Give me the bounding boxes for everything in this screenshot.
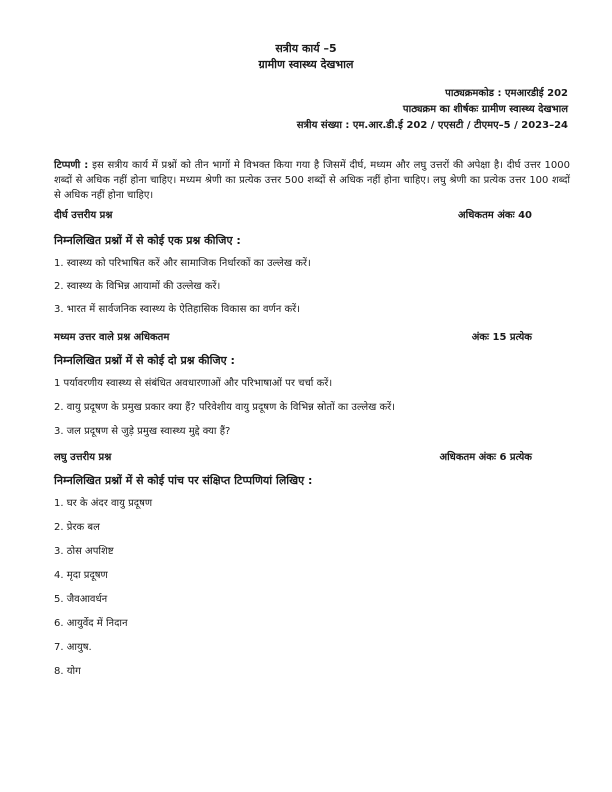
short-question-8: 8. योग xyxy=(54,666,81,677)
assignment-subtitle: ग्रामीण स्वास्थ्य देखभाल xyxy=(258,58,354,71)
short-question-2: 2. प्रेरक बल xyxy=(54,522,100,533)
medium-question-3: 3. जल प्रदूषण से जुड़े प्रमुख स्वास्थ्य मुद्दे क्या हैं? xyxy=(54,426,231,437)
short-question-4: 4. मृदा प्रदूषण xyxy=(54,570,108,581)
short-question-7: 7. आयुष. xyxy=(54,642,92,653)
course-code: पाठ्यक्रमकोड : एमआरडीई 202 xyxy=(445,88,568,99)
assignment-number: सत्रीय संख्या : एम.आर.डी.ई 202 / एएसटी / टीएमए–5 / 2023–24 xyxy=(296,120,568,131)
assignment-title: सत्रीय कार्य –5 xyxy=(275,42,337,55)
short-question-6: 6. आयुर्वेद में निदान xyxy=(54,618,128,629)
long-section-instruction: निम्नलिखित प्रश्नों में से कोई एक प्रश्न कीजिए : xyxy=(54,234,241,247)
long-section-heading: दीर्घ उत्तरीय प्रश्न xyxy=(54,210,113,221)
long-question-1: 1. स्वास्थ्य को परिभाषित करें और सामाजिक निर्धारकों का उल्लेख करें। xyxy=(54,258,311,269)
medium-section-instruction: निम्नलिखित प्रश्नों में से कोई दो प्रश्न कीजिए : xyxy=(54,354,235,367)
medium-question-2: 2. वायु प्रदूषण के प्रमुख प्रकार क्या हैं? परिवेशीय वायु प्रदूषण के विभिन्न स्रोतों का उल्लेख करें। xyxy=(54,402,396,413)
note-text: इस सत्रीय कार्य में प्रश्नों को तीन भागों मे विभक्त किया गया है जिसमें दीर्घ, मध्यम और लघु उत्तरों की अपेक्षा है। दीर्घ उत्तर 1000 शब्दों से अधिक नहीं होना चाहिए। मध्यम श्रेणी का प्रत्येक उत्तर 500 शब्दों से अधिक नहीं होना चाहिए। लघु श्रेणी का प्रत्येक उत्तर 100 शब्दों से अधिक नहीं होना चाहिए। xyxy=(54,160,570,201)
medium-section-heading: मध्यम उत्तर वाले प्रश्न अधिकतम xyxy=(54,332,170,343)
short-question-5: 5. जैवआवर्धन xyxy=(54,594,108,605)
short-section-marks: अधिकतम अंकः 6 प्रत्येक xyxy=(439,452,532,463)
long-section-marks: अधिकतम अंकः 40 xyxy=(458,210,532,221)
long-question-3: 3. भारत में सार्वजनिक स्वास्थ्य के ऐतिहासिक विकास का वर्णन करें। xyxy=(54,304,301,315)
short-question-1: 1. घर के अंदर वायु प्रदूषण xyxy=(54,498,153,509)
short-section-instruction: निम्नलिखित प्रश्नों में से कोई पांच पर संक्षिप्त टिप्पणियां लिखिए : xyxy=(54,474,313,487)
long-question-2: 2. स्वास्थ्य के विभिन्न आयामों की उल्लेख करें। xyxy=(54,281,221,292)
note-label: टिप्पणी : xyxy=(54,160,89,171)
course-title: पाठ्यक्रम का शीर्षकः ग्रामीण स्वास्थ्य देखभाल xyxy=(402,104,568,115)
short-question-3: 3. ठोस अपशिष्ट xyxy=(54,546,114,557)
medium-question-1: 1 पर्यावरणीय स्वास्थ्य से संबंधित अवधारणाओं और परिभाषाओं पर चर्चा करें। xyxy=(54,378,333,389)
instructions-note xyxy=(54,158,570,203)
short-section-heading: लघु उत्तरीय प्रश्न xyxy=(54,452,112,463)
medium-section-marks: अंकः 15 प्रत्येक xyxy=(471,332,532,343)
